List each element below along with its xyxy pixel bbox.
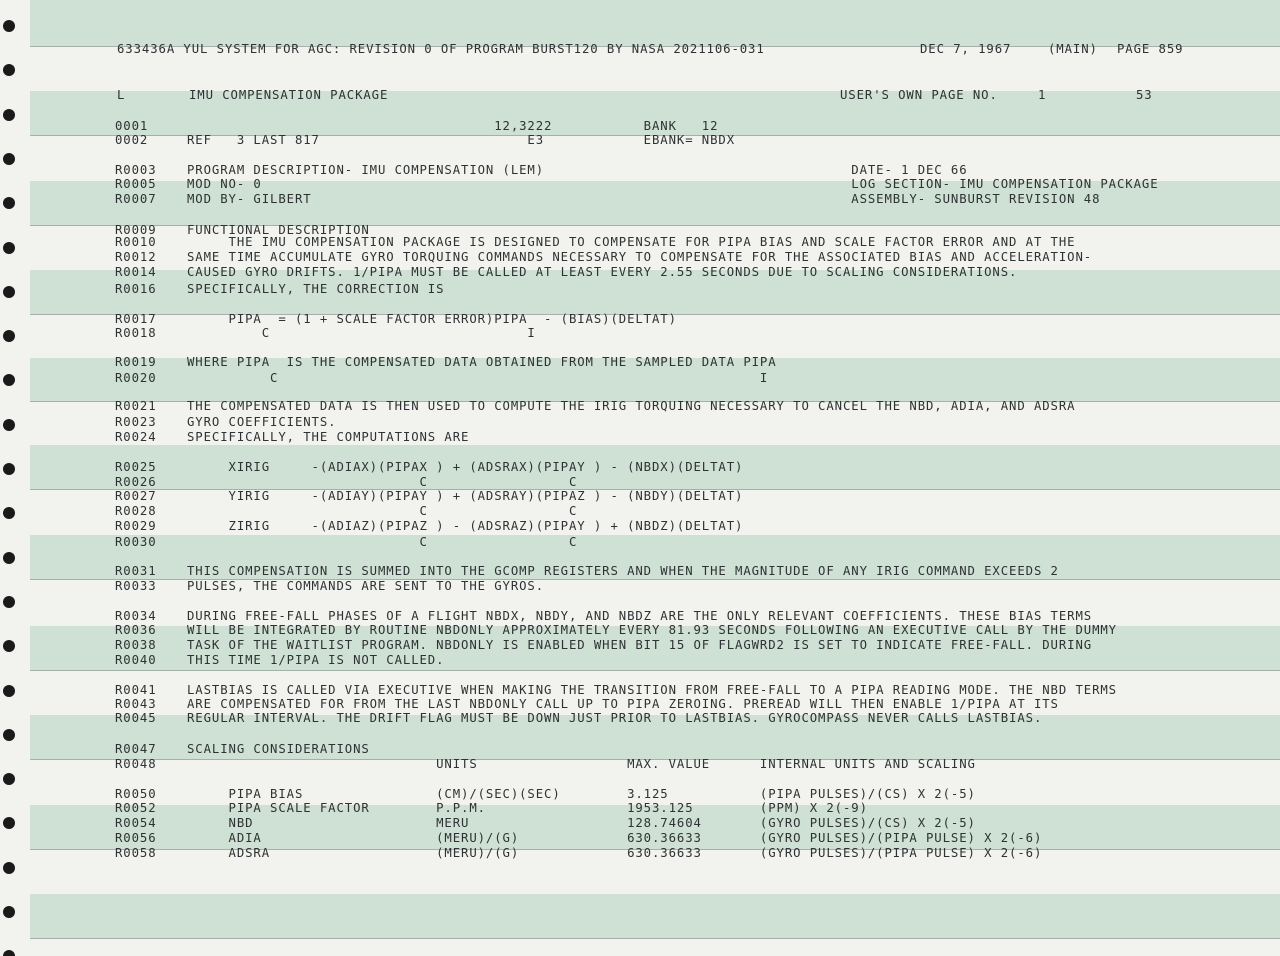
line-text: FUNCTIONAL DESCRIPTION	[187, 223, 370, 237]
feed-hole	[3, 286, 15, 298]
feed-hole	[3, 906, 15, 918]
feed-hole	[3, 153, 15, 165]
feed-hole	[3, 596, 15, 608]
line-sequence-number: R0050	[115, 787, 157, 801]
section-marker: L	[117, 88, 126, 102]
feed-hole	[3, 729, 15, 741]
feed-hole	[3, 109, 15, 121]
line-sequence-number: R0052	[115, 801, 157, 815]
line-text: C I	[187, 371, 769, 385]
paper-rule	[30, 670, 1280, 671]
line-sequence-number: R0058	[115, 846, 157, 860]
line-text: UNITS MAX. VALUE INTERNAL UNITS AND SCALING	[187, 757, 976, 771]
line-sequence-number: R0041	[115, 683, 157, 697]
line-text: REF 3 LAST 817 E3 EBANK= NBDX	[187, 133, 736, 147]
line-text: YIRIG -(ADIAY)(PIPAY ) + (ADSRAY)(PIPAZ ) - (NBDY)(DELTAT)	[187, 489, 744, 503]
line-sequence-number: R0023	[115, 415, 157, 429]
feed-hole	[3, 950, 15, 956]
line-sequence-number: R0045	[115, 711, 157, 725]
line-sequence-number: R0009	[115, 223, 157, 237]
line-sequence-number: R0031	[115, 564, 157, 578]
feed-hole	[3, 685, 15, 697]
feed-hole	[3, 20, 15, 32]
feed-hole	[3, 507, 15, 519]
line-sequence-number: R0018	[115, 326, 157, 340]
line-text: 12,3222 BANK 12	[187, 119, 719, 133]
line-text: WHERE PIPA IS THE COMPENSATED DATA OBTAINED FROM THE SAMPLED DATA PIPA	[187, 355, 777, 369]
line-sequence-number: R0036	[115, 623, 157, 637]
line-text: SCALING CONSIDERATIONS	[187, 742, 370, 756]
line-text: SAME TIME ACCUMULATE GYRO TORQUING COMMANDS NECESSARY TO COMPENSATE FOR THE ASSOCIATED BIAS AND ACCELERATION-	[187, 250, 1093, 264]
line-sequence-number: R0034	[115, 609, 157, 623]
paper-band	[30, 894, 1280, 938]
line-sequence-number: R0019	[115, 355, 157, 369]
line-text: GYRO COEFFICIENTS.	[187, 415, 337, 429]
line-sequence-number: R0026	[115, 475, 157, 489]
line-text: ZIRIG -(ADIAZ)(PIPAZ ) - (ADSRAZ)(PIPAY ) + (NBDZ)(DELTAT)	[187, 519, 744, 533]
line-sequence-number: R0020	[115, 371, 157, 385]
feed-hole	[3, 773, 15, 785]
line-text: LASTBIAS IS CALLED VIA EXECUTIVE WHEN MAKING THE TRANSITION FROM FREE-FALL TO A PIPA READING MODE. THE NBD TERMS	[187, 683, 1117, 697]
feed-hole	[3, 552, 15, 564]
line-text: THIS TIME 1/PIPA IS NOT CALLED.	[187, 653, 445, 667]
paper-band	[30, 0, 1280, 46]
line-text: PIPA = (1 + SCALE FACTOR ERROR)PIPA - (BIAS)(DELTAT)	[187, 312, 677, 326]
line-text: C I	[187, 326, 536, 340]
line-sequence-number: R0048	[115, 757, 157, 771]
line-sequence-number: 0001	[115, 119, 149, 133]
line-text: ADSRA (MERU)/(G) 630.36633 (GYRO PULSES)/(PIPA PULSE) X 2(-6)	[187, 846, 1043, 860]
line-sequence-number: R0038	[115, 638, 157, 652]
feed-hole	[3, 330, 15, 342]
line-sequence-number: R0014	[115, 265, 157, 279]
line-sequence-number: R0016	[115, 282, 157, 296]
line-sequence-number: R0027	[115, 489, 157, 503]
feed-hole	[3, 640, 15, 652]
feed-hole	[3, 64, 15, 76]
line-text: TASK OF THE WAITLIST PROGRAM. NBDONLY IS ENABLED WHEN BIT 15 OF FLAGWRD2 IS SET TO INDICATE FREE-FALL. DURING	[187, 638, 1093, 652]
line-sequence-number: R0024	[115, 430, 157, 444]
line-text: NBD MERU 128.74604 (GYRO PULSES)/(CS) X 2(-5)	[187, 816, 976, 830]
line-sequence-number: R0012	[115, 250, 157, 264]
line-text: SPECIFICALLY, THE COMPUTATIONS ARE	[187, 430, 470, 444]
feed-hole	[3, 242, 15, 254]
line-text: REGULAR INTERVAL. THE DRIFT FLAG MUST BE DOWN JUST PRIOR TO LASTBIAS. GYROCOMPASS NEVER CALLS LASTBIAS.	[187, 711, 1043, 725]
feed-hole	[3, 817, 15, 829]
users-page-number: 1	[1038, 88, 1047, 102]
line-sequence-number: 0002	[115, 133, 149, 147]
line-sequence-number: R0030	[115, 535, 157, 549]
paper-rule	[30, 938, 1280, 939]
line-text: ADIA (MERU)/(G) 630.36633 (GYRO PULSES)/(PIPA PULSE) X 2(-6)	[187, 831, 1043, 845]
line-sequence-number: R0029	[115, 519, 157, 533]
line-text: THE IMU COMPENSATION PACKAGE IS DESIGNED TO COMPENSATE FOR PIPA BIAS AND SCALE FACTOR ERROR AND AT THE	[187, 235, 1076, 249]
users-page-code: 53	[1136, 88, 1153, 102]
line-sequence-number: R0003	[115, 163, 157, 177]
line-sequence-number: R0010	[115, 235, 157, 249]
line-text: PIPA BIAS (CM)/(SEC)(SEC) 3.125 (PIPA PULSES)/(CS) X 2(-5)	[187, 787, 976, 801]
line-text: WILL BE INTEGRATED BY ROUTINE NBDONLY APPROXIMATELY EVERY 81.93 SECONDS FOLLOWING AN EXECUTIVE CALL BY THE DUMMY	[187, 623, 1117, 637]
feed-hole	[3, 419, 15, 431]
line-sequence-number: R0040	[115, 653, 157, 667]
line-text: PROGRAM DESCRIPTION- IMU COMPENSATION (LEM) DATE- 1 DEC 66	[187, 163, 968, 177]
line-sequence-number: R0028	[115, 504, 157, 518]
line-text: PULSES, THE COMMANDS ARE SENT TO THE GYROS.	[187, 579, 545, 593]
line-text: ARE COMPENSATED FOR FROM THE LAST NBDONLY CALL UP TO PIPA ZEROING. PREREAD WILL THEN ENABLE 1/PIPA AT ITS	[187, 697, 1059, 711]
line-text: DURING FREE-FALL PHASES OF A FLIGHT NBDX, NBDY, AND NBDZ ARE THE ONLY RELEVANT COEFFICIENTS. THESE BIAS TERMS	[187, 609, 1093, 623]
line-sequence-number: R0056	[115, 831, 157, 845]
line-sequence-number: R0021	[115, 399, 157, 413]
line-text: SPECIFICALLY, THE CORRECTION IS	[187, 282, 445, 296]
line-text: MOD NO- 0 LOG SECTION- IMU COMPENSATION PACKAGE	[187, 177, 1159, 191]
listing-date: DEC 7, 1967	[920, 42, 1012, 56]
package-name: IMU COMPENSATION PACKAGE	[189, 88, 389, 102]
line-text: PIPA SCALE FACTOR P.P.M. 1953.125 (PPM) X 2(-9)	[187, 801, 868, 815]
line-sequence-number: R0007	[115, 192, 157, 206]
feed-hole	[3, 463, 15, 475]
line-text: XIRIG -(ADIAX)(PIPAX ) + (ADSRAX)(PIPAY ) - (NBDX)(DELTAT)	[187, 460, 744, 474]
feed-hole	[3, 197, 15, 209]
line-text: C C	[187, 504, 578, 518]
listing-main-label: (MAIN)	[1048, 42, 1098, 56]
line-text: C C	[187, 475, 578, 489]
line-text: THIS COMPENSATION IS SUMMED INTO THE GCOMP REGISTERS AND WHEN THE MAGNITUDE OF ANY IRIG COMMAND EXCEEDS 2	[187, 564, 1059, 578]
feed-hole	[3, 374, 15, 386]
line-sequence-number: R0047	[115, 742, 157, 756]
listing-title: 633436A YUL SYSTEM FOR AGC: REVISION 0 OF PROGRAM BURST120 BY NASA 2021106-031	[117, 42, 765, 56]
line-text: THE COMPENSATED DATA IS THEN USED TO COMPUTE THE IRIG TORQUING NECESSARY TO CANCEL THE NBD, ADIA, AND ADSRA	[187, 399, 1076, 413]
listing-page-number: PAGE 859	[1117, 42, 1184, 56]
line-text: C C	[187, 535, 578, 549]
line-sequence-number: R0017	[115, 312, 157, 326]
line-text: CAUSED GYRO DRIFTS. 1/PIPA MUST BE CALLED AT LEAST EVERY 2.55 SECONDS DUE TO SCALING CONSIDERATIONS.	[187, 265, 1018, 279]
users-page-label: USER'S OWN PAGE NO.	[840, 88, 998, 102]
line-text: MOD BY- GILBERT ASSEMBLY- SUNBURST REVISION 48	[187, 192, 1101, 206]
line-sequence-number: R0043	[115, 697, 157, 711]
line-sequence-number: R0033	[115, 579, 157, 593]
line-sequence-number: R0054	[115, 816, 157, 830]
line-sequence-number: R0025	[115, 460, 157, 474]
line-sequence-number: R0005	[115, 177, 157, 191]
feed-hole	[3, 862, 15, 874]
